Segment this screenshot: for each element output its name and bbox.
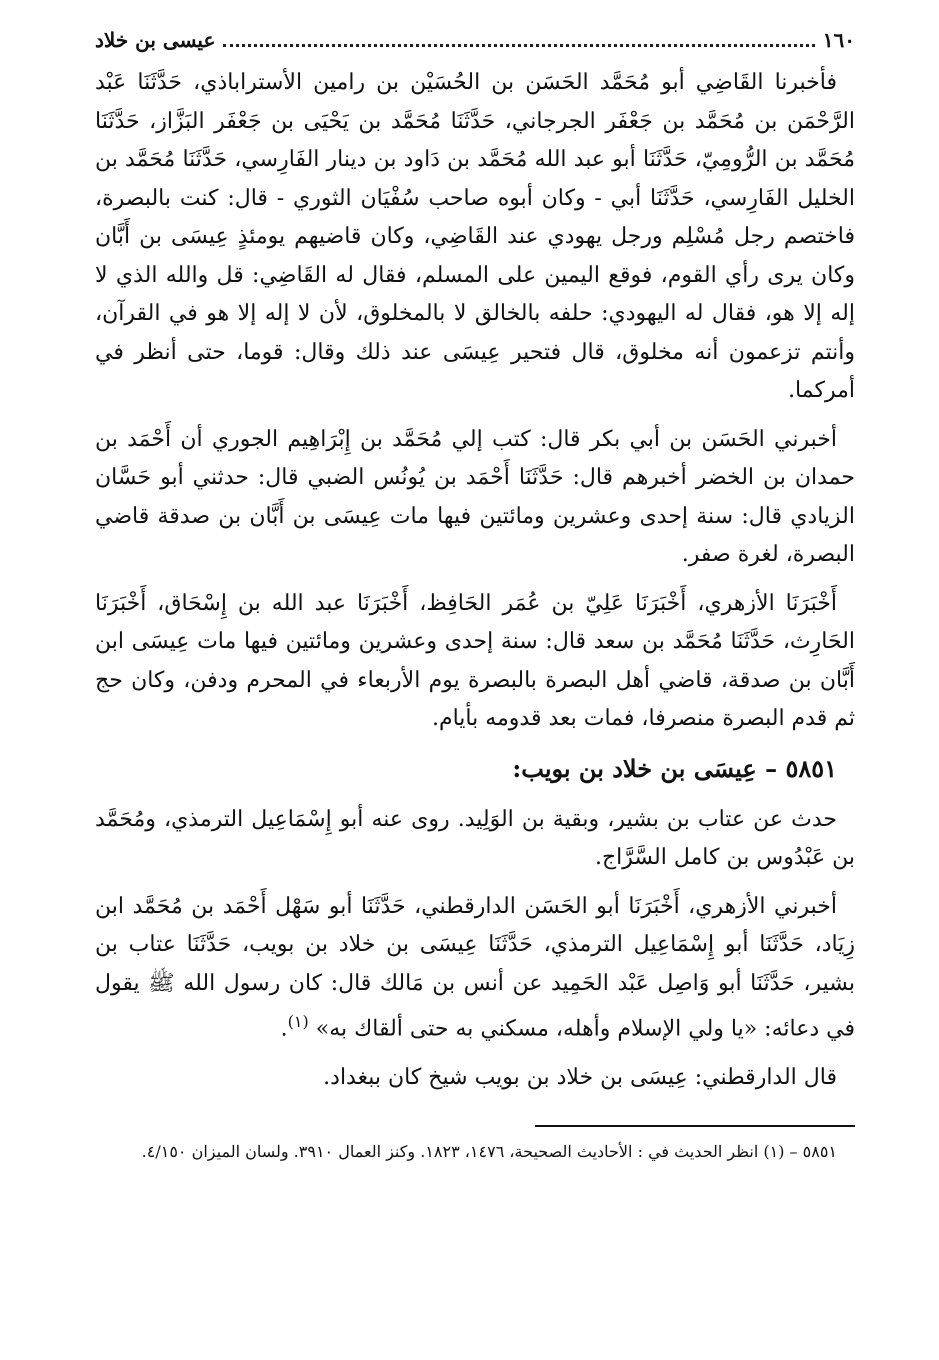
paragraph-3: أَخْبَرَنَا الأزهري، أَخْبَرَنَا عَلِيّ بن عُمَر الحَافِظ، أَخْبَرَنَا عبد الله بن إِسْحَاق، أَخْبَرَنَا الحَارِث، حَدَّثَنَا مُحَمَّد بن سعد قال: سنة إحدى وعشرين ومائتين فيها مات عِيسَى ابن أَبَّان بن صدقة، قاضي أهل البصرة بالبصرة يوم الأربعاء في المحرم ودفن، وكان حج ثم قدم البصرة منصرفا، فمات بعد قدومه بأيام. bbox=[95, 590, 855, 731]
entry-paragraph-3: قال الدارقطني: عِيسَى بن خلاد بن بويب شيخ كان ببغداد. bbox=[323, 1064, 837, 1090]
document-page bbox=[95, 28, 855, 1167]
paragraph-1: فأخبرنا القَاضِي أبو مُحَمَّد الحَسَن بن الحُسَيْن بن رامين الأستراباذي، حَدَّثَنَا عَبْد الرَّحْمَن بن مُحَمَّد بن جَعْفَر الجرجاني، حَدَّثَنَا مُحَمَّد بن يَحْيَى بن جَعْفَر البَزَّاز، حَدَّثَنَا مُحَمَّد بن الرُّومِيّ، حَدَّثَنَا أبو عبد الله مُحَمَّد بن دَاود بن دينار الفَارِسي، حَدَّثَنَا مُحَمَّد بن الخليل الفَارِسي، حَدَّثَنَا أبي - وكان أبوه صاحب سُفْيَان الثوري - قال: كنت بالبصرة، فاختصم رجل مُسْلِم ورجل يهودي عند القَاضِي، وكان قاضيهم يومئذٍ عِيسَى بن أَبَّان وكان يرى رأي القوم، فوقع اليمين على المسلم، فقال له القَاضِي: قل والله الذي لا إله إلا هو، فقال له اليهودي: حلفه بالخالق لا بالمخلوق، لأن لا إله إلا هو في القرآن، وأنتم تزعمون أنه مخلوق، قال فتحير عِيسَى عند ذلك وقال: قوما، حتى أنظر في أمركما. bbox=[95, 70, 855, 403]
running-title: عيسى بن خلاد bbox=[95, 28, 216, 52]
footnote-divider bbox=[535, 1125, 855, 1127]
entry-paragraph-2-text: أخبرني الأزهري، أَخْبَرَنَا أبو الحَسَن الدارقطني، حَدَّثَنَا أبو سَهْل أَحْمَد بن مُحَمَّد ابن زِيَاد، حَدَّثَنَا أبو إِسْمَاعِيل الترمذي، حَدَّثَنَا عِيسَى بن خلاد بن بويب، حَدَّثَنَا عتاب بن بشير، حَدَّثَنَا أبو وَاصِل عَبْد الحَمِيد عن أنس بن مَالك قال: كان رسول الله ﷺ يقول في دعائه: «يا ولي الإسلام وأهله، مسكني به حتى ألقاك به» bbox=[95, 893, 855, 1042]
page-header bbox=[95, 28, 855, 64]
page-number: ١٦٠ bbox=[822, 28, 855, 52]
paragraph-2: أخبرني الحَسَن بن أبي بكر قال: كتب إلي مُحَمَّد بن إِبْرَاهِيم الجوري أن أَحْمَد بن حمدان بن الخضر أخبرهم قال: حَدَّثَنَا أَحْمَد بن يُونُس الضبي قال: حدثني أبو حَسَّان الزيادي قال: سنة إحدى وعشرين ومائتين فيها مات عِيسَى بن أَبَّان بن صدقة قاضي البصرة، لغرة صفر. bbox=[95, 426, 855, 567]
entry-paragraph-2: أخبرني الأزهري، أَخْبَرَنَا أبو الحَسَن الدارقطني، حَدَّثَنَا أبو سَهْل أَحْمَد بن مُحَمَّد ابن زِيَاد، حَدَّثَنَا أبو إِسْمَاعِيل الترمذي، حَدَّثَنَا عِيسَى بن خلاد بن بويب، حَدَّثَنَا عتاب بن بشير، حَدَّثَنَا أبو وَاصِل عَبْد الحَمِيد عن أنس بن مَالك قال: كان رسول الله ﷺ يقول في دعائه: «يا ولي الإسلام وأهله، مسكني به حتى ألقاك به» $^{(١)}$. bbox=[95, 893, 855, 1042]
header-dotted-leader bbox=[223, 36, 814, 47]
footnote-reference: (١) bbox=[287, 1012, 309, 1031]
entry-paragraph-1: حدث عن عتاب بن بشير، وبقية بن الوَلِيد. روى عنه أبو إِسْمَاعِيل الترمذي، ومُحَمَّد بن عَبْدُوس بن كامل السَّرَّاج. bbox=[95, 806, 855, 870]
footnote: ٥٨٥١ – (١) انظر الحديث في : الأحاديث الصحيحة، ١٤٧٦، ١٨٢٣. وكنز العمال ٣٩١٠. ولسان الميزان ٤/١٥٠. bbox=[141, 1142, 837, 1162]
entry-heading: ٥٨٥١ – عِيسَى بن خلاد بن بويب: bbox=[512, 753, 837, 783]
